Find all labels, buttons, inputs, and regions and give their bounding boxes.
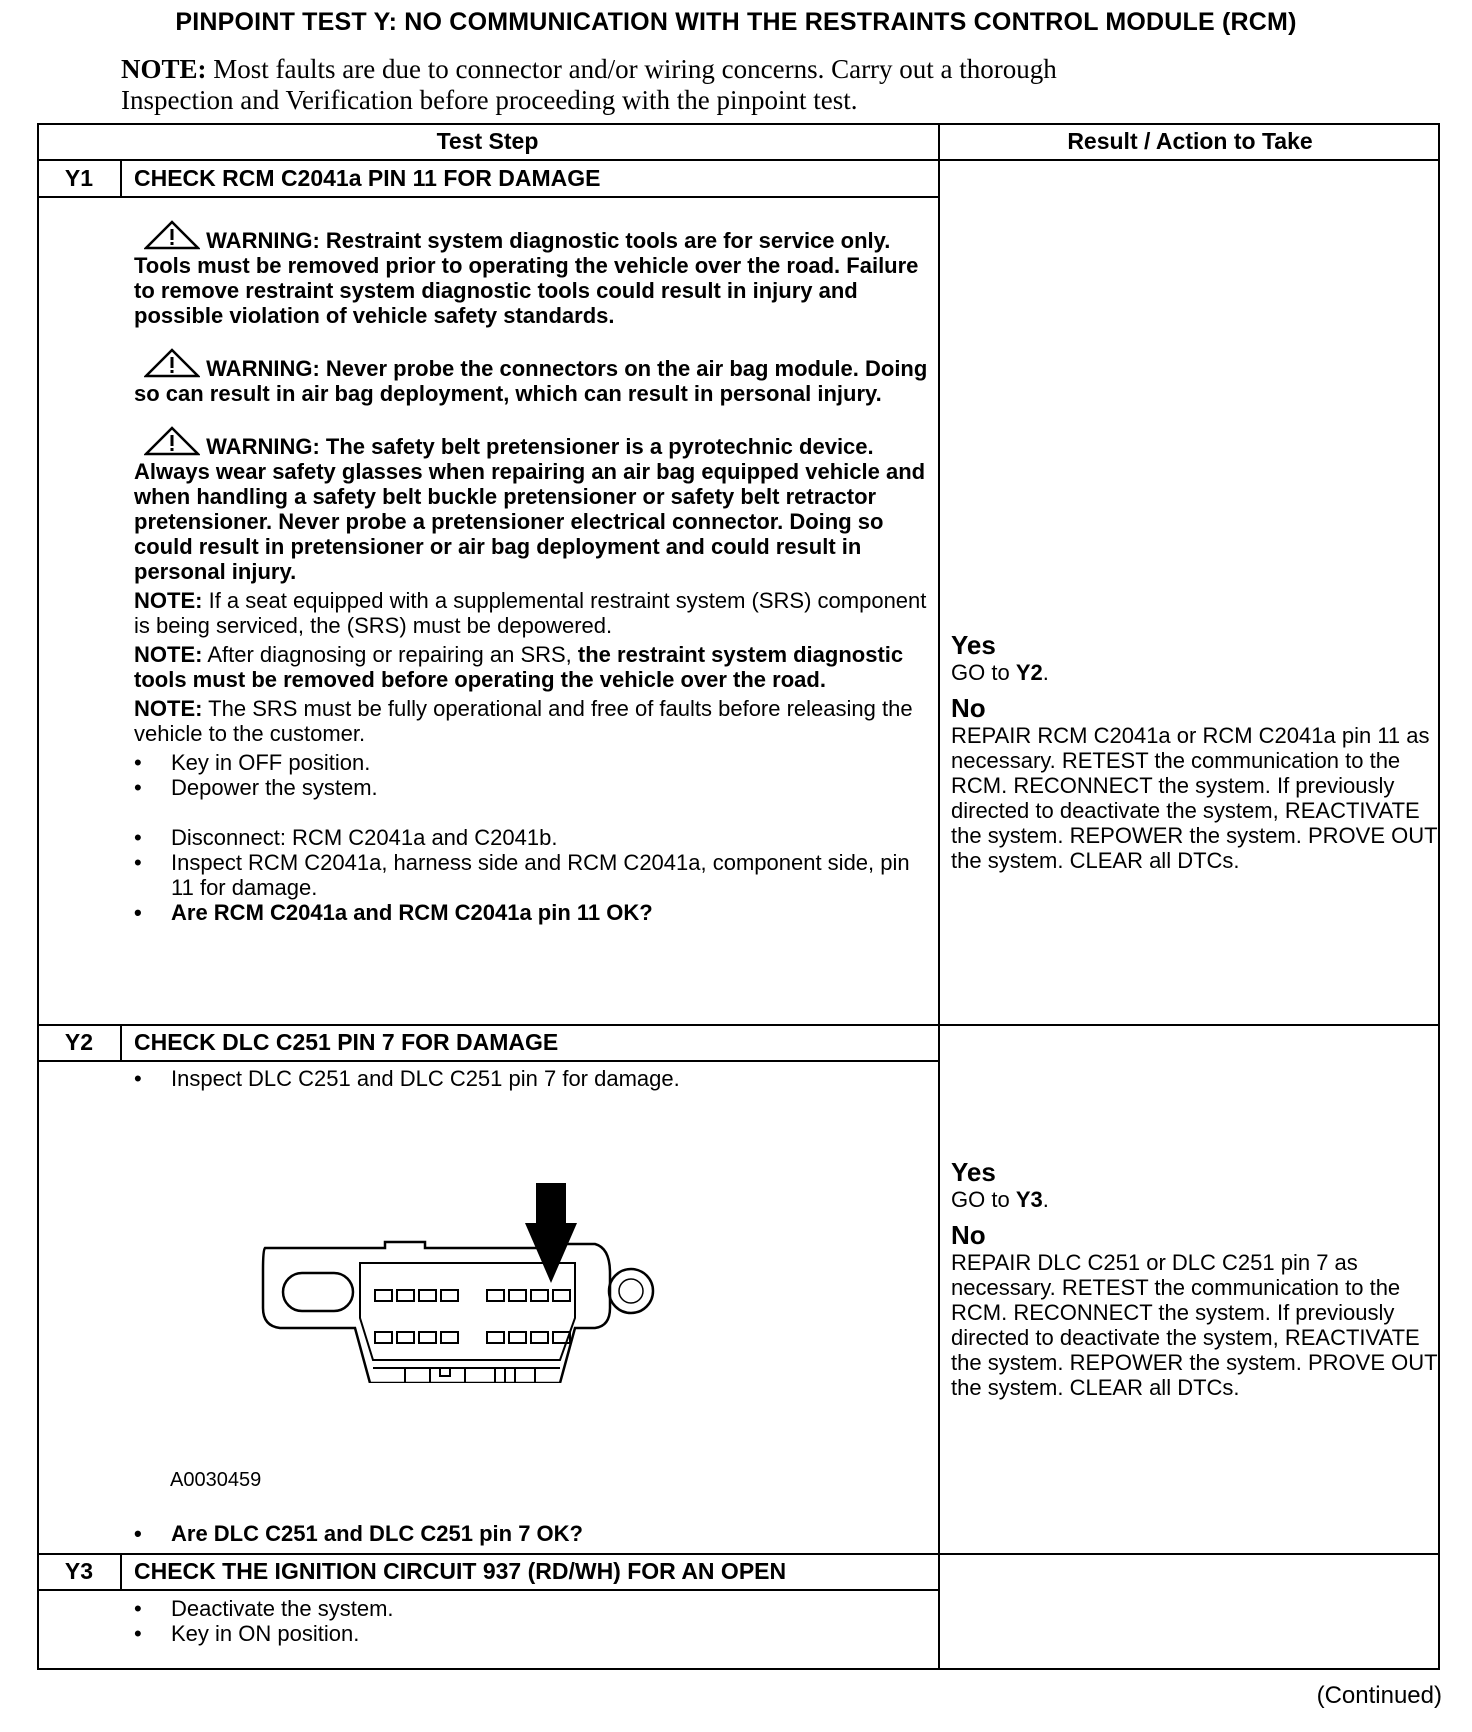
y2-question-list <box>134 1521 934 1546</box>
step-id-y3: Y3 <box>64 1558 94 1584</box>
dlc-connector-illustration <box>255 1178 675 1383</box>
note-2-label: NOTE: <box>134 642 203 667</box>
y1-title-bottom-rule <box>37 196 938 198</box>
step-title-y3: CHECK THE IGNITION CIRCUIT 937 (RD/WH) FOR AN OPEN <box>134 1558 787 1584</box>
note-3-label: NOTE: <box>134 696 203 721</box>
y1-id-divider <box>120 159 122 197</box>
no-label: No <box>951 1220 986 1250</box>
intro-note-line1: Most faults are due to connector and/or wiring concerns. Carry out a thorough <box>213 54 1057 84</box>
y3-bullets <box>134 1596 934 1646</box>
header-rule <box>37 159 1440 161</box>
list-item: • Depower the system. <box>134 775 934 800</box>
warning-2-text: WARNING: Never probe the connectors on the air bag module. Doing so can result in air bag deployment, which can result in personal injury. <box>134 356 928 406</box>
y3-title-bottom-rule <box>37 1589 938 1591</box>
no-text: REPAIR RCM C2041a or RCM C2041a pin 11 as necessary. RETEST the communication to the RCM. RECONNECT the system. If previously directed to deactivate the system, REACTIVATE the system. REPOWER the system. PROVE OUT the system. CLEAR all DTCs. <box>951 723 1438 873</box>
y3-id-divider <box>120 1553 122 1590</box>
header-result: Result / Action to Take <box>1067 128 1313 154</box>
list-item: • Key in OFF position. <box>134 750 934 775</box>
y3-top-rule <box>37 1553 1440 1555</box>
warning-1 <box>134 220 934 328</box>
warning-triangle-icon <box>144 348 200 378</box>
y2-title-bottom-rule <box>37 1060 938 1062</box>
warning-triangle-icon <box>144 220 200 250</box>
header-test-step: Test Step <box>436 128 539 154</box>
y2-question: • Are DLC C251 and DLC C251 pin 7 OK? <box>134 1521 934 1546</box>
result-y2: Yes GO to Y3. No REPAIR DLC C251 or DLC C251 pin 7 as necessary. RETEST the communication to the RCM. RECONNECT the system. If previously directed to deactivate the system, REACTIVATE the system. REPOWER the system. PROVE OUT the system. CLEAR all DTCs. <box>951 1157 1446 1400</box>
step-content-y3 <box>134 1596 934 1646</box>
warning-2 <box>134 348 934 406</box>
column-divider <box>938 123 940 1670</box>
intro-note <box>121 54 1301 116</box>
note-3 <box>134 696 934 746</box>
page-title: PINPOINT TEST Y: NO COMMUNICATION WITH THE RESTRAINTS CONTROL MODULE (RCM) <box>175 8 1297 36</box>
step-title-y2: CHECK DLC C251 PIN 7 FOR DAMAGE <box>134 1029 559 1055</box>
warning-1-text: WARNING: Restraint system diagnostic tools are for service only. Tools must be removed prior to operating the vehicle over the road. Failure to remove restraint system diagnostic tools could result in injury and possible violation of vehicle safety standards. <box>134 228 919 328</box>
y2-bullets <box>134 1066 934 1091</box>
list-item: • Key in ON position. <box>134 1621 934 1646</box>
y1-bullets-a <box>134 750 934 800</box>
note-2-bold-text: the restraint system diagnostic tools must be removed before operating the vehicle over the road. <box>134 642 904 692</box>
step-id-y2: Y2 <box>64 1029 94 1055</box>
step-id-y1: Y1 <box>64 165 94 191</box>
step-title-y1: CHECK RCM C2041a PIN 11 FOR DAMAGE <box>134 165 601 191</box>
yes-label: Yes <box>951 1157 996 1187</box>
yes-text: GO to <box>951 660 1010 685</box>
step-content-y1 <box>134 220 934 925</box>
note-3-text: The SRS must be fully operational and free of faults before releasing the vehicle to the customer. <box>134 696 913 746</box>
y2-id-divider <box>120 1024 122 1061</box>
y1-bullets-b <box>134 825 934 925</box>
note-2 <box>134 642 934 692</box>
yes-target: Y2 <box>1015 660 1043 685</box>
y2-top-rule <box>37 1024 1440 1026</box>
warning-3-text: WARNING: The safety belt pretensioner is a pyrotechnic device. Always wear safety glasses when repairing an air bag equipped vehicle and when handling a safety belt buckle pretensioner or safety belt retractor pretensioner. Never probe a pretensioner electrical connector. Doing so could result in pretensioner or air bag deployment and could result in personal injury. <box>134 434 926 584</box>
warning-triangle-icon <box>144 426 200 456</box>
intro-note-line2: Inspection and Verification before proceeding with the pinpoint test. <box>121 85 858 115</box>
no-text: REPAIR DLC C251 or DLC C251 pin 7 as necessary. RETEST the communication to the RCM. RECONNECT the system. If previously directed to deactivate the system, REACTIVATE the system. REPOWER the system. PROVE OUT the system. CLEAR all DTCs. <box>951 1250 1438 1400</box>
y1-question: • Are RCM C2041a and RCM C2041a pin 11 OK? <box>134 900 934 925</box>
yes-target: Y3 <box>1015 1187 1043 1212</box>
continued-label: (Continued) <box>1316 1682 1442 1709</box>
note-2-text: After diagnosing or repairing an SRS, <box>207 642 572 667</box>
yes-label: Yes <box>951 630 996 660</box>
result-y1: Yes GO to Y2. No REPAIR RCM C2041a or RCM C2041a pin 11 as necessary. RETEST the communication to the RCM. RECONNECT the system. If previously directed to deactivate the system, REACTIVATE the system. REPOWER the system. PROVE OUT the system. CLEAR all DTCs. <box>951 630 1446 873</box>
list-item: • Deactivate the system. <box>134 1596 934 1621</box>
note-1-label: NOTE: <box>134 588 203 613</box>
warning-3 <box>134 426 934 584</box>
note-1-text: If a seat equipped with a supplemental restraint system (SRS) component is being serviced, the (SRS) must be depowered. <box>134 588 927 638</box>
no-label: No <box>951 693 986 723</box>
list-item: • Inspect RCM C2041a, harness side and RCM C2041a, component side, pin 11 for damage. <box>134 850 934 900</box>
note-1 <box>134 588 934 638</box>
intro-note-label: NOTE: <box>121 54 207 84</box>
list-item: • Disconnect: RCM C2041a and C2041b. <box>134 825 934 850</box>
figure-caption: A0030459 <box>170 1469 262 1491</box>
step-content-y2 <box>134 1066 934 1091</box>
yes-text: GO to <box>951 1187 1010 1212</box>
list-item: • Inspect DLC C251 and DLC C251 pin 7 for damage. <box>134 1066 934 1091</box>
pin-7-arrow-icon <box>525 1183 577 1283</box>
y2-question-block <box>134 1521 934 1546</box>
